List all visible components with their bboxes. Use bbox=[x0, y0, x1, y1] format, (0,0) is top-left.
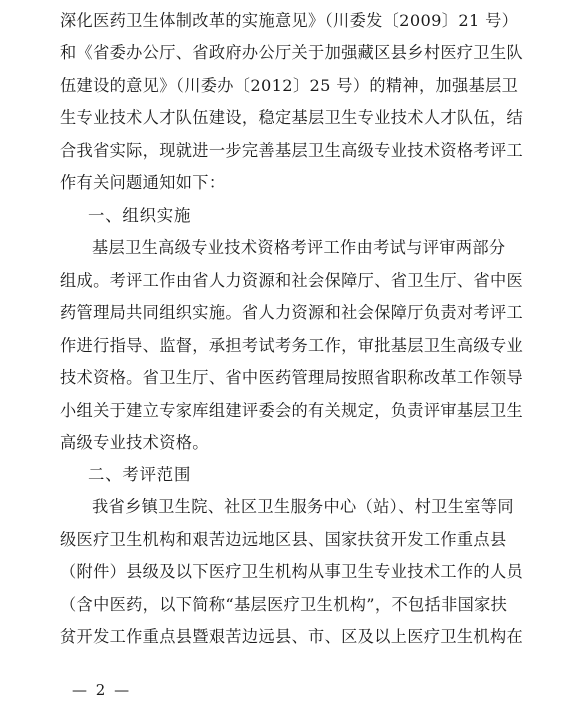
body-text-line: 作有关问题通知如下： bbox=[60, 173, 226, 192]
body-text-line: 级医疗卫生机构和艰苦边远地区县、国家扶贫开发工作重点县 bbox=[60, 530, 507, 549]
body-text-line: 组成。考评工作由省人力资源和社会保障厅、省卫生厅、省中医 bbox=[60, 271, 524, 290]
body-text-line: 基层卫生高级专业技术资格考评工作由考试与评审两部分 bbox=[92, 238, 506, 257]
page-number: — 2 — bbox=[72, 681, 132, 699]
body-text-line: 深化医药卫生体制改革的实施意见》（川委发〔2009〕21 号） bbox=[60, 11, 519, 30]
body-text-line: （含中医药，以下简称“基层医疗卫生机构”，不包括非国家扶 bbox=[60, 595, 508, 614]
body-text-line: 合我省实际，现就进一步完善基层卫生高级专业技术资格考评工 bbox=[60, 141, 524, 160]
body-text-line: 技术资格。省卫生厅、省中医药管理局按照省职称改革工作领导 bbox=[60, 368, 524, 387]
section-heading-organization: 一、组织实施 bbox=[88, 206, 192, 225]
body-text-line: 高级专业技术资格。 bbox=[60, 433, 209, 452]
body-text-line: 药管理局共同组织实施。省人力资源和社会保障厅负责对考评工 bbox=[60, 303, 524, 322]
body-text-line: （附件）县级及以下医疗卫生机构从事卫生专业技术工作的人员 bbox=[60, 562, 524, 581]
body-text-line: 贫开发工作重点县暨艰苦边远县、市、区及以上医疗卫生机构在 bbox=[60, 627, 524, 646]
body-text-line: 和《省委办公厅、省政府办公厅关于加强藏区县乡村医疗卫生队 bbox=[60, 43, 524, 62]
body-text-line: 生专业技术人才队伍建设，稳定基层卫生专业技术人才队伍，结 bbox=[60, 108, 524, 127]
body-text-line: 我省乡镇卫生院、社区卫生服务中心（站）、村卫生室等同 bbox=[92, 497, 514, 516]
body-text-line: 小组关于建立专家库组建评委会的有关规定，负责评审基层卫生 bbox=[60, 401, 524, 420]
body-text-line: 伍建设的意见》（川委办〔2012〕25 号）的精神，加强基层卫 bbox=[60, 76, 519, 95]
section-heading-scope: 二、考评范围 bbox=[88, 465, 192, 484]
body-text-line: 作进行指导、监督，承担考试考务工作，审批基层卫生高级专业 bbox=[60, 336, 524, 355]
